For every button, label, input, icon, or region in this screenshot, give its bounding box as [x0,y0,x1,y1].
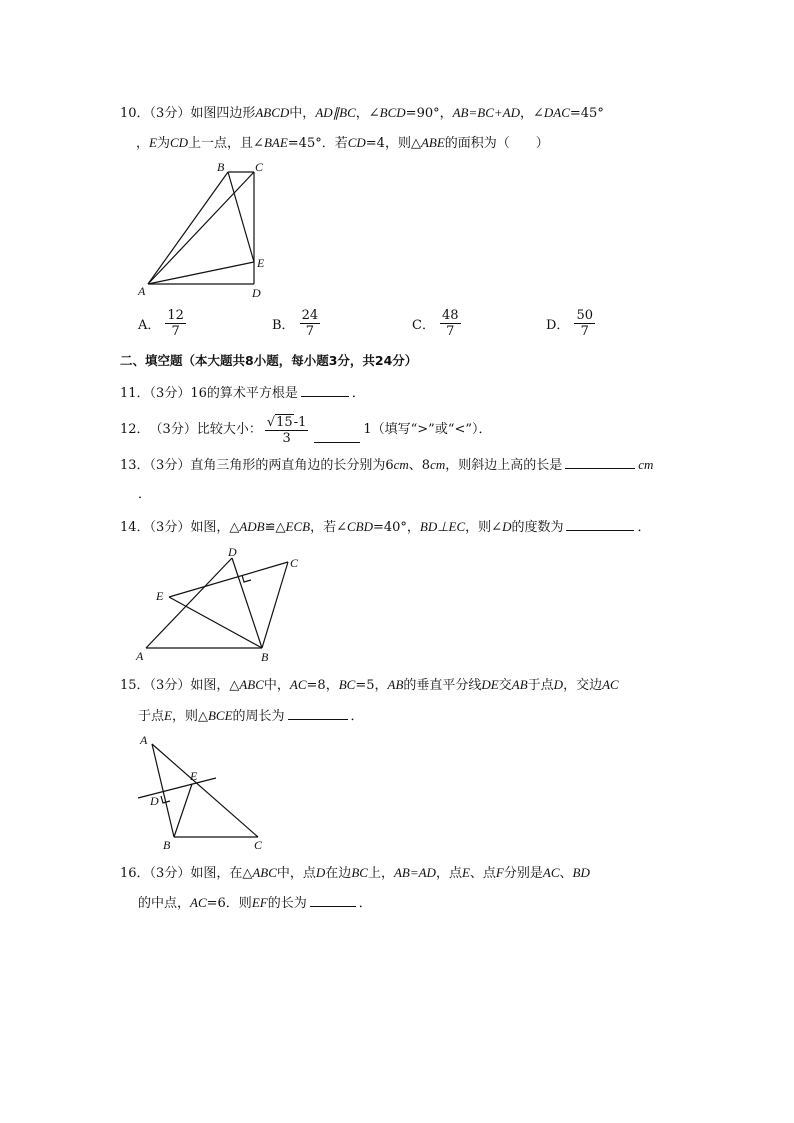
math: DE [481,677,499,692]
text: 如图，△ [190,678,240,693]
math: BC [351,865,368,880]
text: ，则△ [171,709,208,724]
fraction [574,308,595,339]
text: 、 [559,866,573,881]
option-letter: B． [272,318,295,333]
math: EF [251,895,268,910]
math: CD [169,135,189,150]
text: 的长为 [267,896,307,911]
math: CBD [346,519,373,534]
q16-line2 [138,894,372,913]
question-number: 15． [120,678,150,693]
label-b: B [163,838,171,852]
math: AB=AD [393,865,436,880]
label-a: A [138,284,146,298]
text: 上， [367,866,394,881]
segment-ad [146,558,232,648]
math: D [315,865,326,880]
question-number: 16． [120,866,150,881]
q15-line2 [138,707,364,726]
math: E [461,865,470,880]
option-letter: D． [546,318,570,333]
question-number: 14． [120,520,150,535]
text: 1（填写“>”或“<”）． [363,422,492,437]
text: 16的算术平方根是 [190,386,298,401]
denominator: 3 [282,431,291,446]
text: =6．则 [206,896,252,911]
segment-ab [152,744,174,837]
math: BC [338,677,356,692]
label-d: D [150,794,159,808]
label-b: B [217,160,225,174]
math: ABCD [255,105,290,120]
denominator: 7 [305,324,314,339]
text: 的度数为 [511,520,564,535]
text: ，∠ [519,106,544,121]
question-score: （3分） [149,386,191,401]
label-d: D [228,545,237,559]
label-e: E [257,256,265,270]
text: 的垂直平分线 [403,678,482,693]
math: BAE [263,135,288,150]
denominator: 7 [446,324,455,339]
answer-blank[interactable] [288,707,348,720]
math: ADB [239,519,265,534]
text: =45°．若 [287,136,348,151]
question-score: （3分） [149,458,191,473]
numerator: 24 [301,308,319,323]
question-score: （3分） [149,866,191,881]
text: ． [358,896,372,911]
text: 上一点，且∠ [188,136,264,151]
minus-one: -1 [293,415,307,430]
text: ． [637,520,651,535]
text: ． [350,709,364,724]
math: BCE [207,708,233,723]
label-c: C [255,160,264,174]
text: 为 [156,136,170,151]
q15-figure [130,730,280,855]
q13-end: ． [138,487,152,502]
text: ． [351,386,365,401]
numerator: 12 [167,308,184,323]
math: ABC [239,677,264,692]
q10-line1 [120,104,604,123]
text: ，∠ [355,106,380,121]
text: 在边 [325,866,352,881]
option-a[interactable] [138,308,189,339]
math: AB [387,677,404,692]
math: AC [289,677,307,692]
question-number: 13． [120,458,150,473]
denominator: 7 [171,324,180,339]
q11 [120,384,365,403]
label-e: E [190,769,198,783]
label-a: A [136,649,144,663]
fraction [300,308,321,339]
text: 于点 [527,678,554,693]
math: AC [602,677,619,692]
text: 中，点 [276,866,316,881]
text: 、8 [408,458,431,473]
text: ，点 [435,866,462,881]
math: AB [511,677,528,692]
numerator: 48 [441,308,459,323]
answer-blank[interactable] [301,384,349,397]
sqrt-argument: 15 [276,415,293,430]
q15-line1 [120,676,619,695]
segment-ab [148,172,228,284]
text: 的中点， [138,896,191,911]
question-number: 12． [120,422,150,437]
text: =45° [569,106,604,121]
text: 比较大小： [196,422,262,437]
question-number: 10． [120,106,150,121]
question-score: （3分） [149,106,191,121]
unit: cm [430,457,446,472]
fraction [440,308,461,339]
text: 的周长为 [232,709,285,724]
math: AB=BC+AD [452,105,520,120]
question-score: （3分） [149,422,197,437]
answer-blank[interactable] [310,894,356,907]
text: ，则斜边上高的长是 [445,458,563,473]
question-score: （3分） [149,678,191,693]
text: 交 [498,678,512,693]
segment-be [174,784,192,837]
math: BD⊥EC [419,519,466,534]
q16-line1 [120,864,590,883]
answer-blank[interactable] [314,430,360,443]
text: 如图，在△ [190,866,253,881]
label-e: E [156,589,164,603]
question-number: 11． [120,386,150,401]
text: =8， [306,678,339,693]
label-c: C [290,556,299,570]
math: ABC [252,865,277,880]
q14 [120,518,651,537]
text: =90°， [405,106,453,121]
text: 的面积为（ ） [444,136,549,151]
math: ABE [420,135,445,150]
option-c[interactable] [412,308,464,339]
segment-ec [169,562,288,597]
text: ，则∠ [465,520,503,535]
text: 中， [289,106,316,121]
numerator: √15-1 [266,415,307,430]
answer-blank[interactable] [566,518,634,531]
math: BCD [379,105,406,120]
denominator: 7 [580,324,589,339]
text: =40°， [372,520,420,535]
label-c: C [254,838,263,852]
label-a: A [140,733,148,747]
math: D [553,677,564,692]
segment-cb [262,562,288,648]
math: AC [190,895,207,910]
fraction [165,308,186,339]
q10-figure [130,155,280,305]
text: ，交边 [563,678,603,693]
text: 、点 [469,866,496,881]
text: 直角三角形的两直角边的长分别为6 [190,458,394,473]
right-angle-mark [242,575,251,582]
question-score: （3分） [149,520,191,535]
math: D [502,519,512,534]
text: 如图，△ [190,520,240,535]
text: 如图四边形 [190,106,256,121]
unit: cm [638,457,654,472]
math: CD [347,135,366,150]
fraction [265,414,309,446]
q14-figure [132,544,312,666]
option-b[interactable] [272,308,323,339]
text: 分别是 [503,866,543,881]
label-b: B [261,650,269,664]
text: ，若∠ [310,520,347,535]
math: ECB [285,519,311,534]
text: ， [136,136,150,151]
math: AD∥BC [315,105,356,120]
math: BD [572,865,590,880]
segment-ac [148,172,254,284]
math: E [149,135,157,150]
math: F [495,865,504,880]
math: DAC [543,105,570,120]
unit: cm [393,457,409,472]
text: =5， [355,678,388,693]
text: ≌△ [264,520,286,535]
answer-blank[interactable] [565,456,635,469]
numerator: 50 [576,308,593,323]
math: E [164,708,172,723]
option-d[interactable] [546,308,598,339]
segment-ae [148,262,254,284]
text: 于点 [138,709,165,724]
label-d: D [252,286,261,300]
option-letter: C． [412,318,435,333]
option-letter: A． [138,318,161,333]
q12 [120,414,492,446]
section-heading: 二、填空题（本大题共8小题，每小题3分，共24分） [120,353,418,368]
q13 [120,456,653,475]
math: AC [542,865,560,880]
text: =4，则△ [365,136,421,151]
q10-line2 [136,134,549,153]
text: 中， [263,678,290,693]
